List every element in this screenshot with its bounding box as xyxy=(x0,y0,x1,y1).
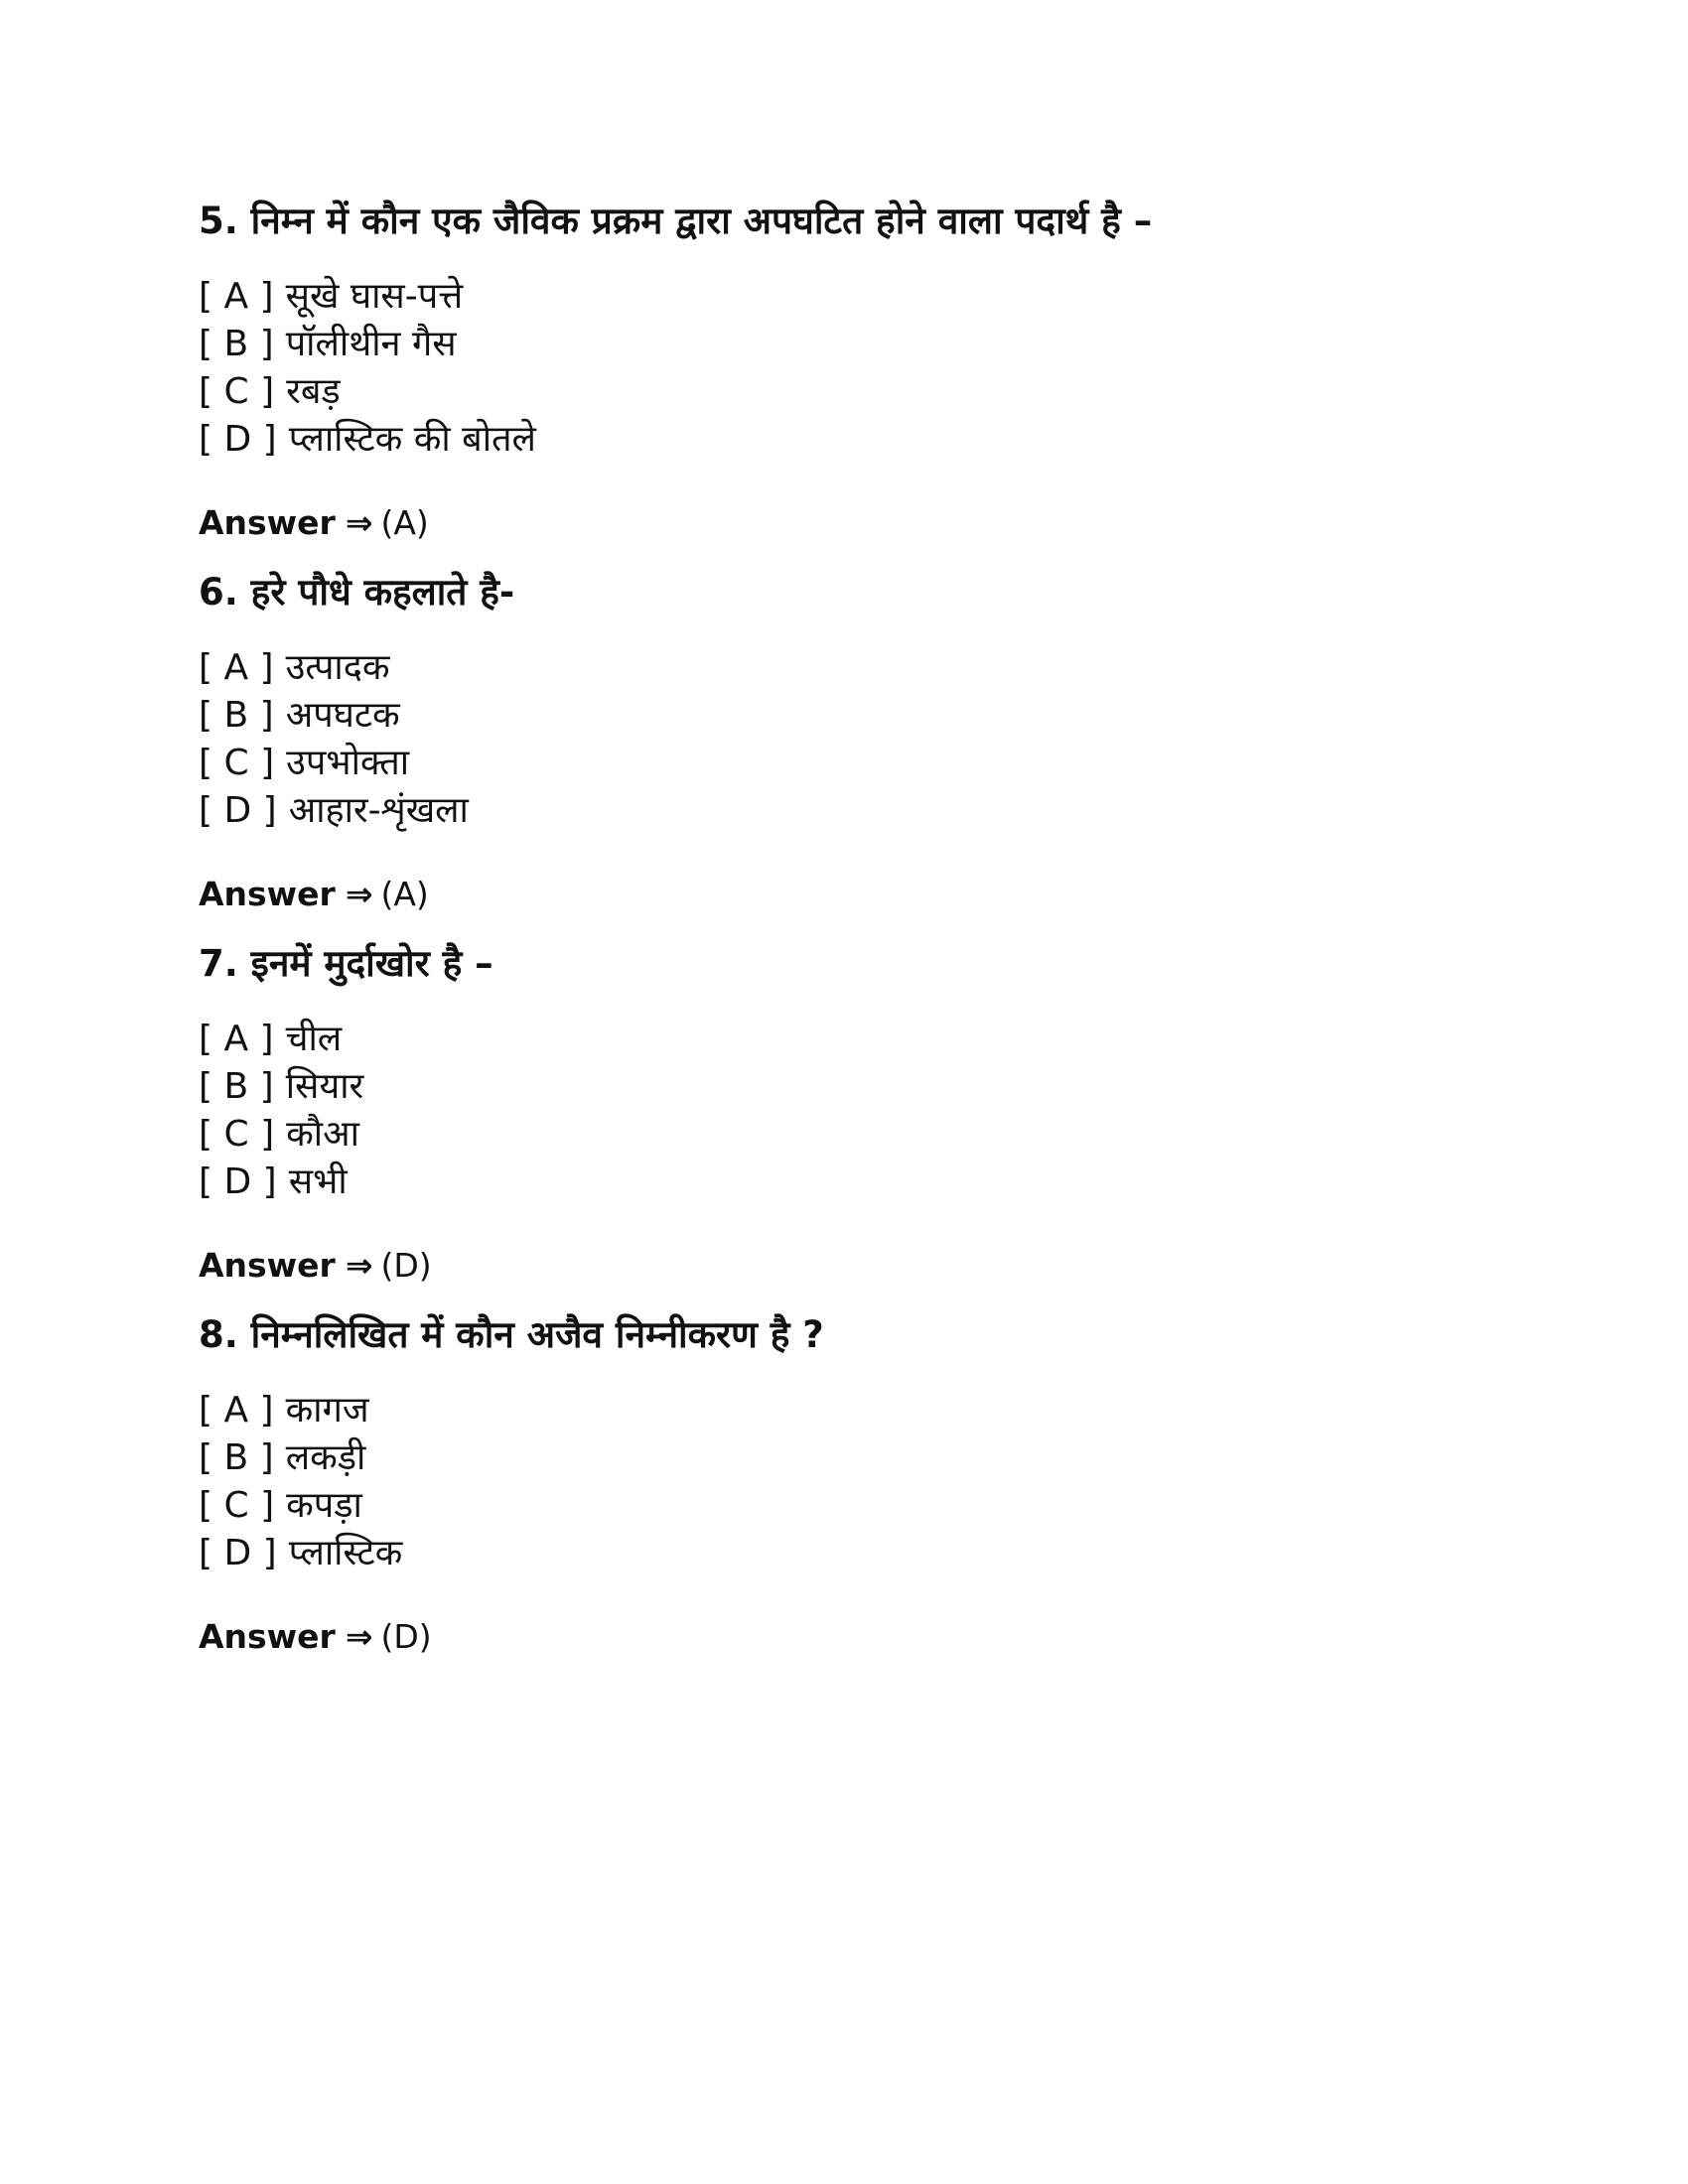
answer-label: Answer xyxy=(199,1617,336,1656)
option-marker: [ B ] xyxy=(199,1066,274,1107)
option-text: सभी xyxy=(288,1161,348,1202)
option-text: लकड़ी xyxy=(285,1437,366,1478)
option-marker: [ D ] xyxy=(199,1161,277,1202)
answer-line xyxy=(199,499,1589,547)
option-marker: [ B ] xyxy=(199,695,274,736)
option-d xyxy=(199,787,1589,835)
option-marker: [ B ] xyxy=(199,324,274,364)
option-marker: [ C ] xyxy=(199,743,275,783)
question-5 xyxy=(199,194,1589,547)
option-marker: [ C ] xyxy=(199,1114,275,1155)
answer-line xyxy=(199,1613,1589,1661)
question-title: 5. निम्न में कौन एक जैविक प्रक्रम द्वारा अपघटित होने वाला पदार्थ है – xyxy=(199,200,1153,242)
answer-line xyxy=(199,871,1589,918)
option-marker: [ C ] xyxy=(199,1485,275,1526)
option-text: चील xyxy=(285,1019,343,1059)
option-c xyxy=(199,1482,1589,1530)
option-c xyxy=(199,740,1589,787)
answer-arrow: ⇒ xyxy=(345,1246,373,1285)
answer-arrow: ⇒ xyxy=(345,503,373,542)
option-text: कौआ xyxy=(286,1114,359,1155)
option-b xyxy=(199,1063,1589,1111)
answer-line xyxy=(199,1242,1589,1290)
answer-value: (D) xyxy=(380,1617,432,1656)
option-text: उत्पादक xyxy=(285,647,390,688)
option-a xyxy=(199,273,1589,321)
question-title: 7. इनमें मुर्दाखोर है – xyxy=(199,942,493,985)
answer-value: (D) xyxy=(380,1246,432,1285)
option-marker: [ A ] xyxy=(199,1019,274,1059)
option-marker: [ C ] xyxy=(199,371,275,412)
option-marker: [ A ] xyxy=(199,1390,274,1431)
answer-value: (A) xyxy=(380,503,429,542)
question-7 xyxy=(199,936,1589,1290)
option-b xyxy=(199,692,1589,740)
option-text: कपड़ा xyxy=(286,1485,362,1526)
option-text: पॉलीथीन गैस xyxy=(285,324,457,364)
option-d xyxy=(199,416,1589,464)
option-text: सियार xyxy=(285,1066,364,1107)
option-text: प्लास्टिक की बोतले xyxy=(288,419,536,460)
answer-label: Answer xyxy=(199,1246,336,1285)
answer-value: (A) xyxy=(380,875,429,913)
option-marker: [ D ] xyxy=(199,790,277,831)
option-marker: [ B ] xyxy=(199,1437,274,1478)
question-8 xyxy=(199,1307,1589,1661)
option-text: प्लास्टिक xyxy=(288,1533,403,1573)
question-6 xyxy=(199,565,1589,918)
option-text: अपघटक xyxy=(285,695,400,736)
answer-label: Answer xyxy=(199,503,336,542)
option-b xyxy=(199,1434,1589,1482)
option-marker: [ A ] xyxy=(199,647,274,688)
option-c xyxy=(199,1111,1589,1159)
question-title: 8. निम्नलिखित में कौन अजैव निम्नीकरण है ? xyxy=(199,1313,824,1356)
option-text: रबड़ xyxy=(286,371,341,412)
option-text: सूखे घास-पत्ते xyxy=(285,276,464,317)
option-a xyxy=(199,644,1589,692)
option-a xyxy=(199,1387,1589,1434)
option-d xyxy=(199,1530,1589,1577)
option-text: आहार-शृंखला xyxy=(288,790,469,831)
option-text: उपभोक्ता xyxy=(286,743,410,783)
option-b xyxy=(199,321,1589,368)
option-text: कागज xyxy=(285,1390,369,1431)
option-d xyxy=(199,1159,1589,1206)
question-title: 6. हरे पौधे कहलाते है- xyxy=(199,571,515,614)
answer-label: Answer xyxy=(199,875,336,913)
answer-arrow: ⇒ xyxy=(345,875,373,913)
option-a xyxy=(199,1016,1589,1063)
option-c xyxy=(199,368,1589,416)
answer-arrow: ⇒ xyxy=(345,1617,373,1656)
document-page xyxy=(199,194,1589,1679)
option-marker: [ D ] xyxy=(199,419,277,460)
option-marker: [ A ] xyxy=(199,276,274,317)
option-marker: [ D ] xyxy=(199,1533,277,1573)
